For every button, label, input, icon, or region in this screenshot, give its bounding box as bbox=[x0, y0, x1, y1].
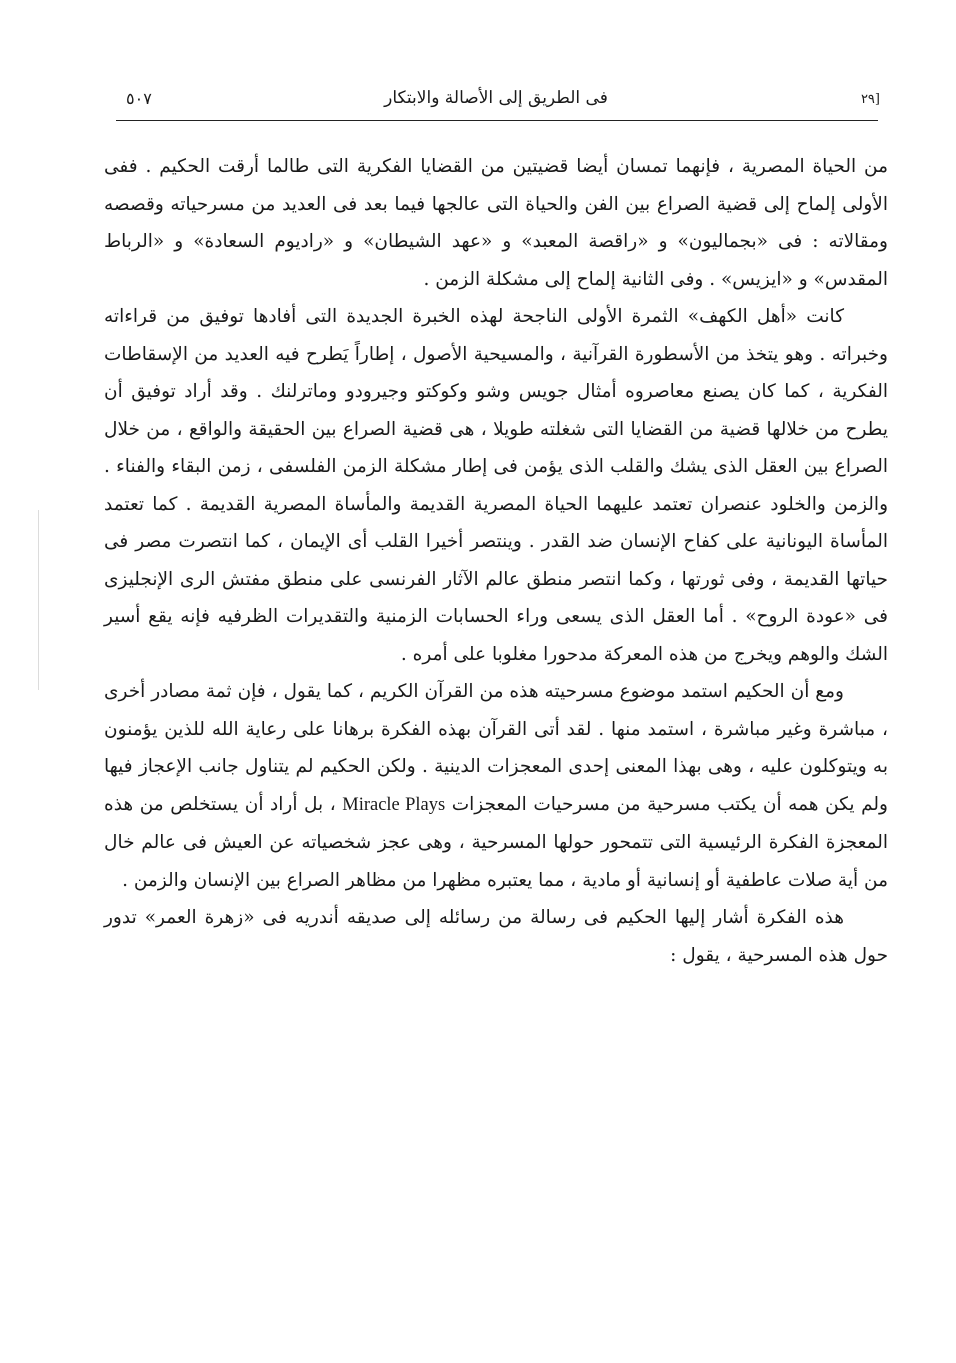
page-number: ٥٠٧ bbox=[126, 89, 152, 108]
paragraph-3 bbox=[104, 673, 888, 899]
paragraph-1: من الحياة المصرية ، فإنهما تمسان أيضا قضيتين من القضايا الفكرية التى طالما أرقت الحكيم . ففى الأولى إلماح إلى قضية الصراع بين الفن والحياة التى عالجها فيما بعد فى العديد من مسرحياته وقصصه ومقالاته : فى «بجماليون» و «راقصة المعبد» و «عهد الشيطان» و «راديوم السعادة» و «الرباط المقدس» و «ايزيس» . وفى الثانية إلماح إلى مشكلة الزمن . bbox=[104, 156, 888, 290]
latin-term: Miracle Plays bbox=[342, 794, 446, 815]
paragraph-2: كانت «أهل الكهف» الثمرة الأولى الناجحة لهذه الخبرة الجديدة التى أفادها توفيق من قراءاته وخبراته . وهو يتخذ من الأسطورة القرآنية ، والمسيحية الأصول ، إطاراً يَطرح فيه العديد من الإسقاطات الفكرية ، كما كان يصنع معاصروه أمثال جويس وشو وكوكتو وجيرودو وماترلنك . وقد أراد توفيق أن يطرح من خلالها قضية من القضايا التى شغلته طويلا ، هى قضية الصراع بين الحقيقة والواقع ، من خلال الصراع بين العقل الذى يشك والقلب الذى يؤمن فى إطار مشكلة الزمن الفلسفى ، زمن البقاء والفناء . والزمن والخلود عنصران تعتمد عليهما الحياة المصرية القديمة والمأساة المصرية القديمة . كما تعتمد المأساة اليونانية على كفاح الإنسان ضد القدر . وينتصر أخيرا القلب أى الإيمان ، كما انتصرت مصر فى حياتها القديمة ، وفى ثورتها ، وكما انتصر منطق عالم الآثار الفرنسى على منطق مفتش الرى الإنجليزى فى «عودة الروح» . أما العقل الذى يسعى وراء الحسابات الزمنية والتقديرات الظرفيه فإنه يقع أسير الشك والوهم ويخرج من هذه المعركة مدحورا مغلوبا على أمره . bbox=[104, 306, 888, 665]
paragraph-4: هذه الفكرة أشار إليها الحكيم فى رسالة من رسائله إلى صديقه أندريه فى «زهرة العمر» تدور حول هذه المسرحية ، يقول : bbox=[104, 907, 888, 966]
running-title: فى الطريق إلى الأصالة والابتكار bbox=[384, 88, 608, 108]
margin-shadow bbox=[38, 510, 39, 690]
body-text bbox=[104, 148, 888, 974]
header-rule bbox=[116, 120, 878, 121]
running-header bbox=[112, 86, 880, 114]
chapter-marker: [٢٩ bbox=[860, 92, 880, 107]
paragraph-3-part-1: ومع أن الحكيم استمد موضوع مسرحيته هذه من القرآن الكريم ، كما يقول ، فإن ثمة مصادر أخرى ، مباشرة وغير مباشرة ، استمد منها . لقد أتى القرآن بهذه الفكرة برهانا على رعاية الله للذين يؤمنون به ويتوكلون عليه ، وهى بهذا المعنى إحدى المعجزات الدينية . ولكن الحكيم لم يتناول جانب الإعجاز فيها ولم يكن همه أن يكتب مسرحية من مسرحيات المعجزات bbox=[104, 681, 888, 815]
paragraph-3-part-2: ، بل أراد أن يستخلص من هذه المعجزة الفكرة الرئيسية التى تتمحور حولها المسرحية ، وهى عجز شخصياته عن العيش فى عالم خال من أية صلات عاطفية أو إنسانية أو مادية ، مما يعتبره مظهرا من مظاهر الصراع بين الإنسان والزمن . bbox=[104, 793, 888, 891]
